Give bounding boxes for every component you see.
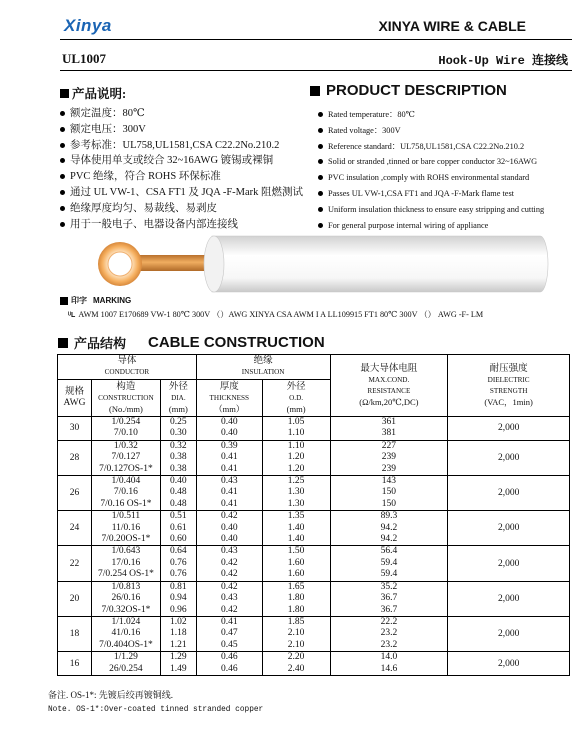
conductor-header: 导体 CONDUCTOR — [58, 355, 197, 380]
list-item: 额定电压：300V — [60, 122, 303, 138]
construction-cell: 1/1.29 26/0.254 — [91, 652, 160, 676]
awg-cell: 24 — [58, 511, 92, 546]
dia-cell: 0.40 0.48 0.48 — [160, 476, 196, 511]
strength-cell: 2,000 — [448, 616, 570, 651]
list-item: PVC 绝缘，符合 ROHS 环保标准 — [60, 169, 303, 185]
thickness-cell: 0.46 0.46 — [196, 652, 262, 676]
construction-cell: 1/0.254 7/0.10 — [91, 417, 160, 441]
construction-title: 产品结构 CABLE CONSTRUCTION — [58, 333, 325, 352]
construction-header: 构造 CONSTRUCTION (No./mm) — [91, 380, 160, 417]
product-cn-title: 产品说明: — [60, 84, 126, 102]
dia-cell: 0.81 0.94 0.96 — [160, 581, 196, 616]
construction-table — [57, 354, 570, 676]
construction-cell: 1/0.643 17/0.16 7/0.254 OS-1* — [91, 546, 160, 581]
brand-name: XINYA WIRE & CABLE — [378, 18, 526, 34]
od-cell: 1.35 1.40 1.40 — [262, 511, 330, 546]
construction-cell: 1/0.32 7/0.127 7/0.127OS-1* — [91, 440, 160, 475]
construction-cell: 1/1.024 41/0.16 7/0.404OS-1* — [91, 616, 160, 651]
thickness-cell: 0.40 0.40 — [196, 417, 262, 441]
awg-cell: 20 — [58, 581, 92, 616]
resistance-cell: 361 381 — [330, 417, 448, 441]
od-cell: 1.25 1.30 1.30 — [262, 476, 330, 511]
list-item: Rated voltage：300V — [318, 123, 544, 139]
resistance-cell: 22.2 23.2 23.2 — [330, 616, 448, 651]
resistance-cell: 227 239 239 — [330, 440, 448, 475]
strength-cell: 2,000 — [448, 652, 570, 676]
table-row — [58, 652, 570, 676]
list-item: 参考标准：UL758,UL1581,CSA C22.2No.210.2 — [60, 138, 303, 154]
awg-cell: 16 — [58, 652, 92, 676]
table-row — [58, 616, 570, 651]
thickness-cell: 0.43 0.41 0.41 — [196, 476, 262, 511]
dia-cell: 1.29 1.49 — [160, 652, 196, 676]
awg-cell: 30 — [58, 417, 92, 441]
strength-header: 耐压强度 DIELECTRIC STRENGTH (VAC，1min) — [448, 355, 570, 417]
construction-cell: 1/0.404 7/0.16 7/0.16 OS-1* — [91, 476, 160, 511]
list-item: Solid or stranded ,tinned or bare copper conductor 32~16AWG — [318, 154, 544, 170]
marking-text: ᵁL AWM 1007 E170689 VW-1 80℃ 300V （）AWG XINYA CSA AWM I A LL109915 FT1 80℃ 300V （） AWG -F- LM — [68, 310, 484, 319]
od-header: 外径 O.D. (mm) — [262, 380, 330, 417]
thickness-cell: 0.39 0.41 0.41 — [196, 440, 262, 475]
dia-cell: 0.64 0.76 0.76 — [160, 546, 196, 581]
table-row — [58, 440, 570, 475]
od-cell: 1.10 1.20 1.20 — [262, 440, 330, 475]
resistance-cell: 89.3 94.2 94.2 — [330, 511, 448, 546]
resistance-cell: 56.4 59.4 59.4 — [330, 546, 448, 581]
list-item: 用于一般电子、电器设备内部连接线 — [60, 217, 303, 233]
resistance-cell: 143 150 150 — [330, 476, 448, 511]
dia-cell: 0.32 0.38 0.38 — [160, 440, 196, 475]
dia-cell: 0.51 0.61 0.60 — [160, 511, 196, 546]
awg-cell: 28 — [58, 440, 92, 475]
od-cell: 2.20 2.40 — [262, 652, 330, 676]
awg-cell: 26 — [58, 476, 92, 511]
table-row — [58, 546, 570, 581]
resistance-cell: 35.2 36.7 36.7 — [330, 581, 448, 616]
thickness-cell: 0.42 0.43 0.42 — [196, 581, 262, 616]
thickness-cell: 0.42 0.40 0.40 — [196, 511, 262, 546]
list-item: 通过 UL VW-1、CSA FT1 及 JQA -F-Mark 阻燃测试 — [60, 185, 303, 201]
table-row — [58, 581, 570, 616]
list-item: Reference standard：UL758,UL1581,CSA C22.2No.210.2 — [318, 139, 544, 155]
strength-cell: 2,000 — [448, 440, 570, 475]
list-item: 绝缘厚度均匀、易裁线、易剥皮 — [60, 201, 303, 217]
construction-cell: 1/0.511 11/0.16 7/0.20OS-1* — [91, 511, 160, 546]
company-logo: Xinya — [64, 16, 112, 35]
awg-cell: 22 — [58, 546, 92, 581]
od-cell: 1.65 1.80 1.80 — [262, 581, 330, 616]
table-row — [58, 476, 570, 511]
note-cn: 备注. OS-1*: 先镀后绞再镀铜线. — [48, 690, 174, 700]
od-cell: 1.05 1.10 — [262, 417, 330, 441]
dia-header: 外径 DIA. (mm) — [160, 380, 196, 417]
list-item: Rated temperature：80℃ — [318, 107, 544, 123]
resistance-header: 最大导体电阻 MAX.COND. RESISTANCE (Ω/km,20℃,DC) — [330, 355, 448, 417]
dia-cell: 1.02 1.18 1.21 — [160, 616, 196, 651]
square-bullet-icon — [60, 297, 68, 305]
thickness-header: 厚度 THICKNESS （mm） — [196, 380, 262, 417]
ul-mark-icon: ᵁL — [68, 312, 76, 319]
table-row — [58, 417, 570, 441]
model-number: UL1007 — [62, 51, 107, 66]
square-bullet-icon — [58, 338, 68, 348]
awg-cell: 18 — [58, 616, 92, 651]
cable-illustration — [0, 0, 586, 300]
thickness-cell: 0.43 0.42 0.42 — [196, 546, 262, 581]
list-item: 额定温度：80℃ — [60, 106, 303, 122]
resistance-cell: 14.0 14.6 — [330, 652, 448, 676]
strength-cell: 2,000 — [448, 511, 570, 546]
construction-cell: 1/0.813 26/0.16 7/0.32OS-1* — [91, 581, 160, 616]
gauge-header: 规格 AWG — [58, 380, 92, 417]
table-row — [58, 511, 570, 546]
strength-cell: 2,000 — [448, 546, 570, 581]
strength-cell: 2,000 — [448, 476, 570, 511]
marking-title: 印字 MARKING — [60, 295, 131, 306]
strength-cell: 2,000 — [448, 417, 570, 441]
od-cell: 1.85 2.10 2.10 — [262, 616, 330, 651]
list-item: 导体使用单支或绞合 32~16AWG 镀锡或裸铜 — [60, 153, 303, 169]
list-item: PVC insulation ,comply with ROHS environmental standard — [318, 170, 544, 186]
list-item: Passes UL VW-1,CSA FT1 and JQA -F-Mark flame test — [318, 186, 544, 202]
list-item: For general purpose internal wiring of appliance — [318, 218, 544, 234]
strength-cell: 2,000 — [448, 581, 570, 616]
thickness-cell: 0.41 0.47 0.45 — [196, 616, 262, 651]
product-subtitle: Hook-Up Wire 连接线 — [438, 54, 568, 68]
product-en-title: PRODUCT DESCRIPTION — [310, 82, 507, 99]
list-item: Uniform insulation thickness to ensure easy stripping and cutting — [318, 202, 544, 218]
od-cell: 1.50 1.60 1.60 — [262, 546, 330, 581]
note-en: Note. OS-1*:Over-coated tinned stranded copper — [48, 706, 264, 714]
dia-cell: 0.25 0.30 — [160, 417, 196, 441]
insulation-header: 绝缘 INSULATION — [196, 355, 330, 380]
